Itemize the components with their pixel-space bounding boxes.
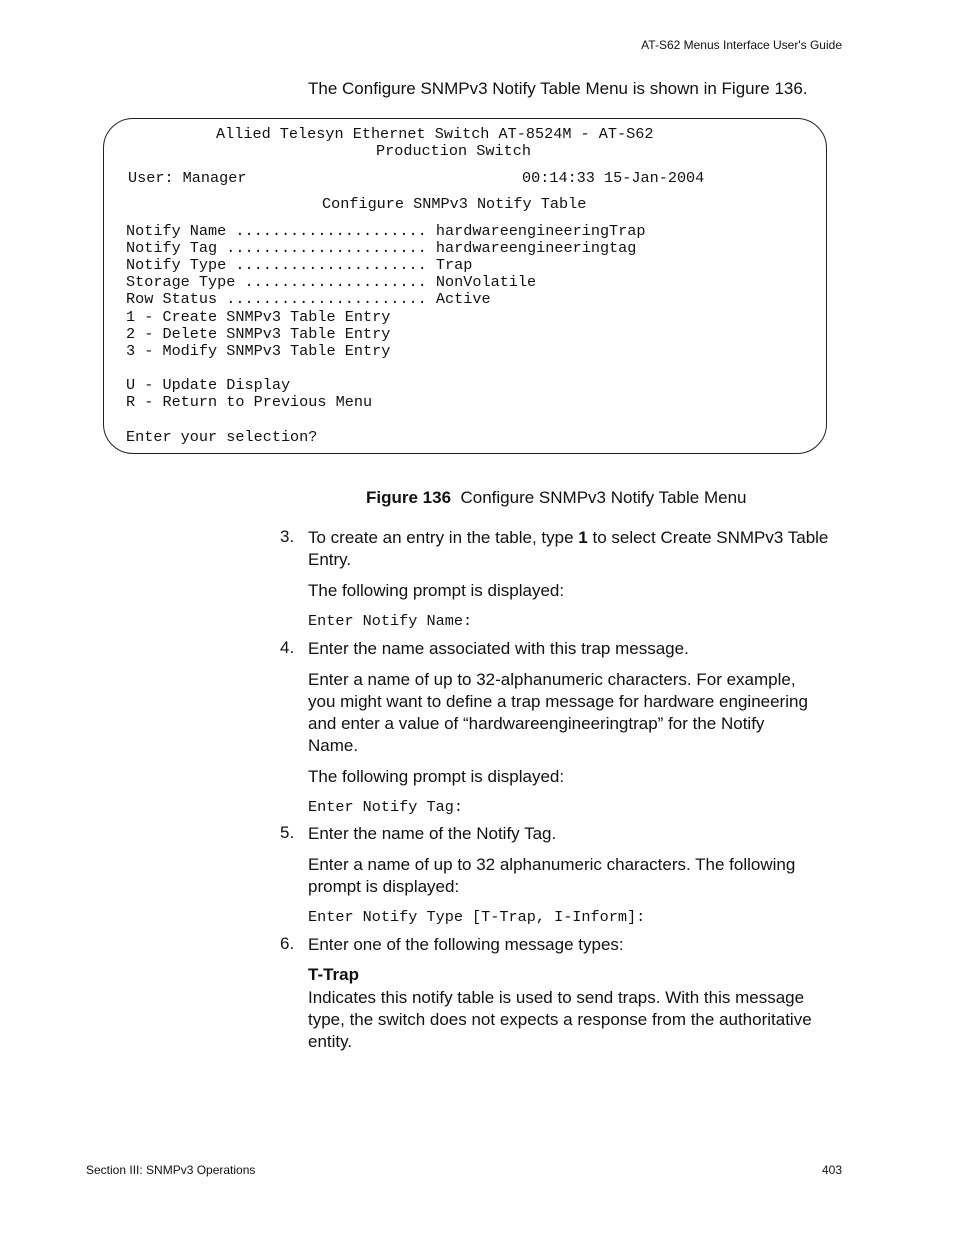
field-label: Notify Type .....................: [126, 256, 436, 274]
footer-page-number: 403: [821, 1163, 842, 1177]
intro-text: The Configure SNMPv3 Notify Table Menu is shown in Figure 136.: [308, 79, 808, 98]
field-value: hardwareengineeringtag: [435, 239, 637, 257]
prompt-notify-name: Enter Notify Name:: [308, 612, 473, 630]
term-t-trap: T-Trap: [308, 965, 360, 984]
field-row-status: [126, 291, 491, 308]
step-6-number: 6.: [280, 934, 295, 953]
step-4-following: The following prompt is displayed:: [308, 767, 565, 786]
terminal-screen-figure: [103, 118, 827, 454]
terminal-user: User: Manager: [128, 169, 247, 187]
field-storage-type: [126, 274, 536, 291]
step-3-text: To create an entry in the table, type 1 to select Create SNMPv3 Table Entry.: [308, 528, 829, 569]
step-4-detail: Enter a name of up to 32-alphanumeric characters. For example, you might want to define a trap message for hardware engineering and enter a value of “hardwareengineeringtrap” for the Notify Name.: [308, 670, 808, 755]
prompt-notify-tag: Enter Notify Tag:: [308, 798, 463, 816]
menu-option-delete[interactable]: 2 - Delete SNMPv3 Table Entry: [126, 325, 391, 343]
terminal-datetime: 00:14:33 15-Jan-2004: [522, 169, 705, 187]
figure-caption-text: Configure SNMPv3 Notify Table Menu: [460, 488, 747, 507]
step-5-detail: Enter a name of up to 32 alphanumeric characters. The following prompt is displayed:: [308, 855, 796, 896]
field-notify-name: [126, 223, 646, 240]
prompt-notify-type: Enter Notify Type [T-Trap, I-Inform]:: [308, 908, 646, 926]
term-t-trap-definition: Indicates this notify table is used to send traps. With this message type, the switch does not expects a response from the authoritative entity.: [308, 988, 812, 1051]
terminal-switch-name: Production Switch: [376, 142, 531, 160]
field-label: Storage Type ....................: [126, 273, 436, 291]
terminal-selection-prompt: Enter your selection?: [126, 428, 318, 446]
step-3-following: The following prompt is displayed:: [308, 581, 565, 600]
step-5-text: Enter the name of the Notify Tag.: [308, 824, 557, 843]
menu-option-modify[interactable]: 3 - Modify SNMPv3 Table Entry: [126, 342, 391, 360]
footer-section: Section III: SNMPv3 Operations: [86, 1163, 256, 1177]
terminal-title-line: Allied Telesyn Ethernet Switch AT-8524M - AT-S62: [216, 125, 654, 143]
field-value: hardwareengineeringTrap: [435, 222, 646, 240]
menu-command-update[interactable]: U - Update Display: [126, 376, 291, 394]
field-value: NonVolatile: [435, 273, 537, 291]
field-label: Notify Name .....................: [126, 222, 436, 240]
step-5-number: 5.: [280, 823, 295, 842]
step-4-text: Enter the name associated with this trap message.: [308, 639, 689, 658]
field-label: Notify Tag ......................: [126, 239, 436, 257]
terminal-menu-title: Configure SNMPv3 Notify Table: [322, 195, 587, 213]
field-value: Trap: [435, 256, 473, 274]
field-notify-type: [126, 257, 472, 274]
field-label: Row Status ......................: [126, 290, 436, 308]
step-3-number: 3.: [280, 527, 295, 546]
figure-label: Figure 136: [366, 488, 452, 507]
step-3-key: 1: [578, 528, 588, 547]
menu-command-return[interactable]: R - Return to Previous Menu: [126, 393, 373, 411]
step-6-text: Enter one of the following message types:: [308, 935, 624, 954]
menu-option-create[interactable]: 1 - Create SNMPv3 Table Entry: [126, 308, 391, 326]
figure-caption: [366, 488, 747, 508]
step-4-number: 4.: [280, 638, 295, 657]
field-notify-tag: [126, 240, 636, 257]
field-value: Active: [435, 290, 491, 308]
running-header: AT-S62 Menus Interface User's Guide: [641, 38, 842, 52]
